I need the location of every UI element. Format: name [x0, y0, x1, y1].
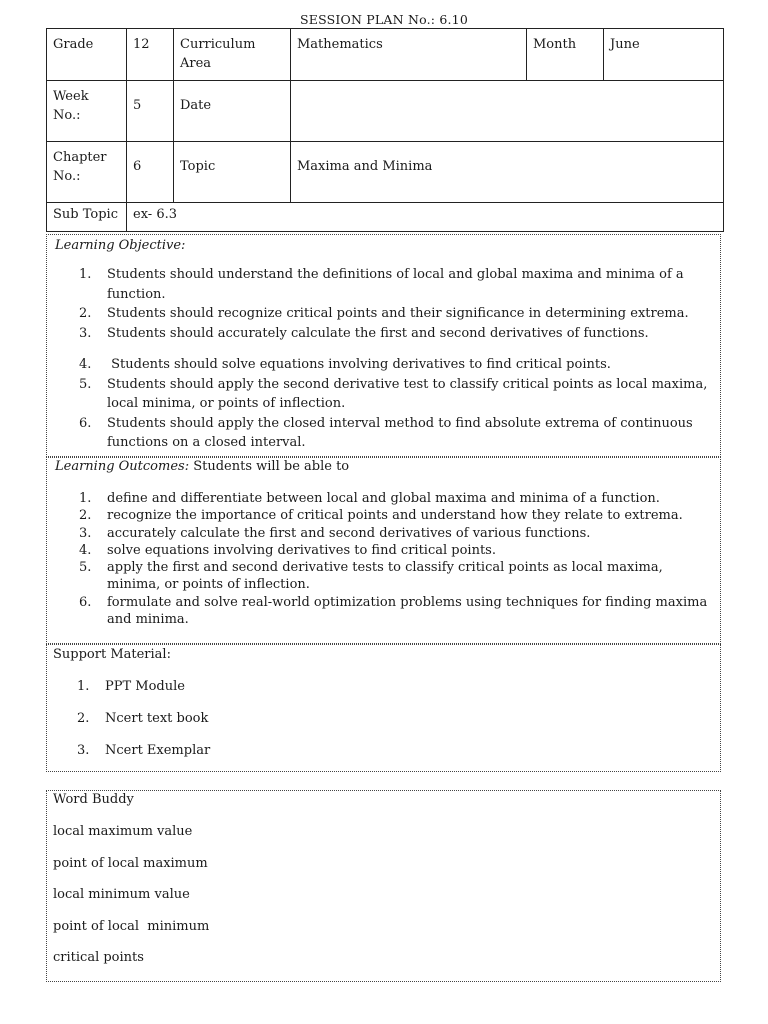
week-value: 5	[127, 81, 174, 142]
chapter-value: 6	[127, 142, 174, 203]
month-label: Month	[527, 29, 604, 81]
outcome-item: 6. formulate and solve real-world optimization problems using techniques for finding maxima and minima.	[79, 594, 708, 628]
support-item: 3. Ncert Exemplar	[77, 743, 211, 758]
learning-objectives-list-continued	[55, 355, 712, 453]
learning-objectives-list	[55, 265, 712, 343]
month-value: June	[604, 29, 724, 81]
date-label: Date	[174, 81, 291, 142]
word-buddy-terms	[53, 822, 714, 967]
header-row-subtopic	[47, 203, 724, 232]
session-header-table	[46, 28, 724, 232]
grade-value: 12	[127, 29, 174, 81]
outcome-item: 3. accurately calculate the first and second derivatives of various functions.	[79, 525, 591, 541]
session-plan-title: SESSION PLAN No.: 6.10	[300, 12, 468, 27]
curriculum-label: Curriculum Area	[174, 29, 291, 81]
objective-item: 3. Students should accurately calculate the first and second derivatives of functions.	[79, 325, 649, 341]
learning-outcomes-heading: Learning Outcomes: Students will be able to	[55, 459, 350, 474]
support-material-heading: Support Material:	[53, 647, 171, 662]
outcome-item: 4. solve equations involving derivatives to find critical points.	[79, 542, 496, 558]
word-buddy-heading: Word Buddy	[53, 792, 134, 807]
word-buddy-term: point of local minimum	[53, 918, 210, 934]
header-row-grade	[47, 29, 724, 81]
grade-label: Grade	[47, 29, 127, 81]
support-material-list	[53, 677, 714, 760]
word-buddy-section	[46, 790, 721, 982]
outcome-item: 5. apply the first and second derivative tests to classify critical points as local maxima, minima, or points of inflection.	[79, 560, 663, 593]
header-row-chapter	[47, 142, 724, 203]
support-material-section	[46, 644, 721, 772]
curriculum-value: Mathematics	[291, 29, 527, 81]
word-buddy-term: critical points	[53, 950, 144, 966]
subtopic-label: Sub Topic	[47, 203, 127, 232]
date-value	[291, 81, 724, 142]
week-label: Week No.:	[47, 81, 127, 142]
support-item: 2. Ncert text book	[77, 711, 209, 726]
learning-outcomes-section	[46, 457, 721, 644]
objective-item: 1. Students should understand the definitions of local and global maxima and minima of a function.	[79, 267, 684, 302]
word-buddy-term: local minimum value	[53, 887, 190, 903]
objective-item: 6. Students should apply the closed interval method to find absolute extrema of continuous functions on a closed interval.	[79, 415, 693, 450]
topic-value: Maxima and Minima	[291, 142, 724, 203]
word-buddy-term: local maximum value	[53, 824, 193, 839]
objective-item: 4. Students should solve equations involving derivatives to find critical points.	[79, 357, 611, 372]
subtopic-value: ex- 6.3	[127, 203, 724, 232]
outcome-item: 2. recognize the importance of critical points and understand how they relate to extrema.	[79, 508, 683, 524]
learning-outcomes-list	[55, 490, 712, 628]
support-item: 1. PPT Module	[77, 679, 185, 694]
word-buddy-term: point of local maximum	[53, 855, 208, 871]
learning-objectives-section	[46, 234, 721, 457]
objective-item: 5. Students should apply the second derivative test to classify critical points as local maxima, local minima, or points of inflection.	[79, 376, 708, 411]
learning-objectives-heading: Learning Objective:	[55, 238, 186, 253]
outcome-item: 1. define and differentiate between local and global maxima and minima of a function.	[79, 491, 660, 506]
header-row-week	[47, 81, 724, 142]
chapter-label: Chapter No.:	[47, 142, 127, 203]
objective-item: 2. Students should recognize critical points and their significance in determining extrema.	[79, 306, 689, 321]
topic-label: Topic	[174, 142, 291, 203]
